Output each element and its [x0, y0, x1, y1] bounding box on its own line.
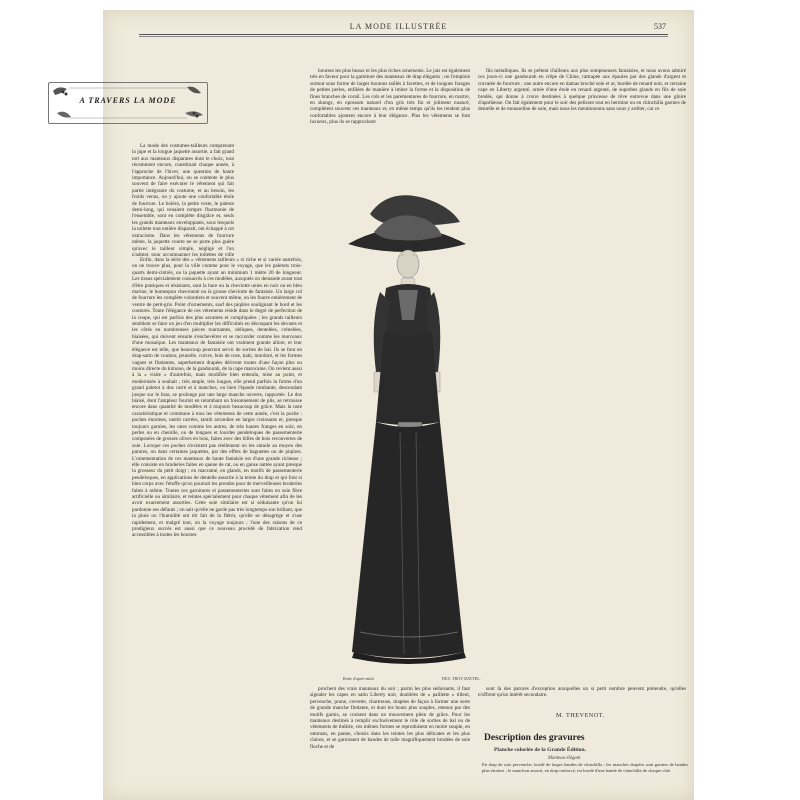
description-subtitle: Planche coloriée de la Grande Édition.: [494, 747, 586, 753]
figure-credit: DES. TROY BATTEL.: [442, 676, 481, 681]
article-paragraph: bourses les plus beaux et les plus riches ornements. Le jais est également très en faveur pour la garniture des manteaux de drap élégants ; on l'emploie surtout sous forme de larges boutons taillés à facettes, et de longues franges de petites perles, enfilées de manière à imiter la forme et la disposition de fines branches de corail. Les cols et les parementures de fourrure, en martre, en skungs, en opossum naturel d'un gris très fin et joliment nuancé, complètent souvent ces manteaux et, en même temps qu'ils les rendent plus confortables ajoutent encore à leur élégance. Plus les vêtements se font luxueux, plus ils se rapprochent: [310, 68, 470, 126]
figure-caption: Robe d'après-midi.: [343, 676, 375, 681]
article-column-right-top: [478, 68, 686, 160]
header-rule-thin: [139, 36, 668, 37]
article-paragraph: fils métalliques. Ils se prêtent d'ailleurs aux plus somptueuses fantaisies, et nous avons admiré ces jours-ci une gandourah en crêpe de Chine, rattrapée aux épaules par des glands d'argent et cravatée de fourrure ; une autre encore en damas broché soie et or, bordée de renard noir, et certaine cape en Liberty argenté, ornée d'une étole en renard argenté, de superbes glands en fils de soie brodés, qui donne à croire destinées à quelque princesse de rêve entrevue dans une gloire d'apothéose. On fait également pour le soir des pelisses tout en hermine ou en chinchilla garnies de dentelle et de mousseline de soie, mais nous les mentionnons sans nous y arrêter, car ce: [478, 68, 686, 113]
woman-figure-icon: [348, 195, 466, 664]
page-number: 537: [654, 22, 666, 31]
magazine-title: LA MODE ILLUSTRÉE: [349, 22, 448, 31]
description-body: En drap de soie pervenche, bordé de larges bandes de chinchilla ; les manches drapées sont garnies de bandes plus étroites ; le manchon assorti, en drap renforcé, est bordé d'une bande de chinchilla de chaque côté.: [482, 762, 688, 773]
description-subhead: Manteau élégant: [548, 756, 581, 761]
article-column-left-top: [132, 143, 234, 256]
section-banner: [48, 82, 208, 124]
article-column-right-bottom: [478, 686, 686, 708]
article-column-left-bottom: [132, 257, 302, 787]
fashion-illustration: [340, 192, 472, 672]
section-title: A TRAVERS LA MODE: [79, 96, 177, 105]
header-rule: [139, 34, 668, 35]
article-paragraph: Enfin, dans la série des « vêtements tailleurs » si riche et si variée autrefois, on ne trouve plus, pour la ville comme pour le voyage, que les paletots trois-quarts demi-cintrés, ou la jaquette ayant un minimum 1 mètre 20 de longueur. Les tissus spécialement consacrés à ces modèles, auxquels on demande avant tout d'être pratiques et résistants, sont la bure ou la cheviotte unies en noir ou en bleu marine, le homespun chevronné ou la grosse cheviotte de fantaisie. Un large col de fourrure les complète volontiers et souvent même, on les fourre entièrement de ventre de petit-gris. Point d'ornements, sauf des piqûres soulignant le bord et les coutures. Toute l'élégance de ces vêtements réside dans le degré de perfection de la coupe, qui est parfois des plus savantes et compliquées ; les grands tailleurs semblent se faire un jeu d'en multiplier les difficultés en découpant les devants et les côtés en nombreuses pièces tournantes, obliques, dentelées, crénelées, biaisées, qui doivent ensuite s'enchevêtrer et se raccorder comme les morceaux d'une mosaïque. Les manteaux de fantaisie ont vraiment grande allure, et leur élégance est telle, que beaucoup pourront servir de sorties de bal. Ils se font en drap-satin de couleur, prunelle, cuivre, bois de rose, kaki, mordoré, et les formes vagues et flottantes, superbement drapées dérivent toutes d'une façon plus ou moins directe du kimono, de la gandourah, de la cape marocaine. On revient aussi à la « visite » d'autrefois, mais modifiée bien entendu, mise au point, et modernisée à souhait ; très ample, très longue, elle prend parfois la forme d'un grand paletot à dos carré et à manches, ou bien l'épaule tombante, descendant jusque sur le bras, se prolonge par une large manche ouverte, rapportée. Le dos biaisé, dont l'ampleur fournit en retombant un foisonnement de plis, se retrousse encore dans quantité de modèles et à toujours beaucoup de grâce. Mais la note caractéristique et commune à tous les vêtements de cette année, c'est la poche : poches énormes, tantôt carrées, tantôt arrondies en larges croissants et, presque toujours garnies, les unes comme les autres, de très hautes franges en soie, en perles ou en chenille, ou de longues et lourdes pendeloques de passementerie composées de grosses olives en bois, faites avec des billes de bois recouvertes de soie. Lorsque ces poches n'existent pas réellement on les simule au moyen des parures, on dans certaines jaquettes, par des effets de baguettes ou de piqûres. L'ornementation de ces manteaux de haute fantaisie est d'une grande richesse ; elle consiste en broderies faites en queue de rat, ou en ganse nattée ayant presque la grosseur du petit doigt ; en macramé, en glands, en motifs de passementerie pendeloques, en applications de dentelle assortie à la teinte du drap et qui font si bien corps avec l'étoffe qu'on pourrait les prendre pour de merveilleuses broderies faites à même. Toutes ces garnitures et passementeries sont faites en soie fibre artificielle ou similaire, et teintes spécialement pour chaque vêtement afin de les avoir exactement assorties. Cette soie similaire est si séduisante qu'on lui pardonne ses défauts ; on sait qu'elle ne garde pas très longtemps son brillant, que la pluie ou l'humidité ont tôt fait de la flétrir, qu'elle se désagrège et s'use rapidement, et malgré tout, on la voyage toujours ; l'une des raisons de ce prodigieux succès est aussi que ce nouveau procédé de fabrication rend accessibles à toutes les bourses: [132, 257, 302, 539]
article-paragraph: prochent des vrais manteaux du soir ; parmi les plus séduisants, il faut signaler les capes en satin Liberty noir, doublées de « paillette » tilleul, pervenche, prune, crevette, chartreuse, drapées de façon à former une sorte de grande manche flottante, et dont les bouts plus souples, retenus par des motifs garnis, se croisent dans un mouvement plein de grâce. Pour les manteaux destinés à remplir exclusivement le rôle de sorties de bal ou de vêtements de théâtre, ces mêmes formes se reproduisent en moire souple, en ottoman, en panne, choisis dans les teintes les plus délicates et les plus claires, et se garnissent de bandes de tulle magnifiquement brodées de soie floche et de: [310, 686, 470, 750]
article-column-middle-bottom: [310, 686, 470, 792]
article-column-middle-top: [310, 68, 470, 178]
article-paragraph: sont là des parures d'exception auxquelles un si petit nombre peuvent prétendre, qu'elles n'offrent qu'un intérêt secondaire.: [478, 686, 686, 699]
author-signature: M. THEVENOT.: [556, 712, 605, 719]
description-title: Description des gravures: [484, 733, 585, 743]
article-paragraph: La mode des costumes-tailleurs comprenant la jupe et la longue jaquette assortie, a fait grand tort aux manteaux disparates dont le choix, tout récemment encore, constituait chaque année, à l'approche de l'hiver, une question de haute importance. Aujourd'hui, on se contente le plus souvent de faire exécuter le vêtement qui fait partie intégrante du costume, et au besoin, les froids venus, on y ajoute une confortable étole de fourrure. Le boléro, la petite veste, le paletot demi-long, qui venaient rompre l'harmonie de l'ensemble, sont en complète disgrâce et, seuls les grands manteaux enveloppants, sous lesquels la toilette tout entière disparaît, ont échappé à cet ostracisme. Dans les vêtements de fourrure même, la jaquette courte ne se porte plus guère qu'avec le tailleur simple, négligé et l'on n'admet, pour accompagner les toilettes de ville: [132, 143, 234, 256]
